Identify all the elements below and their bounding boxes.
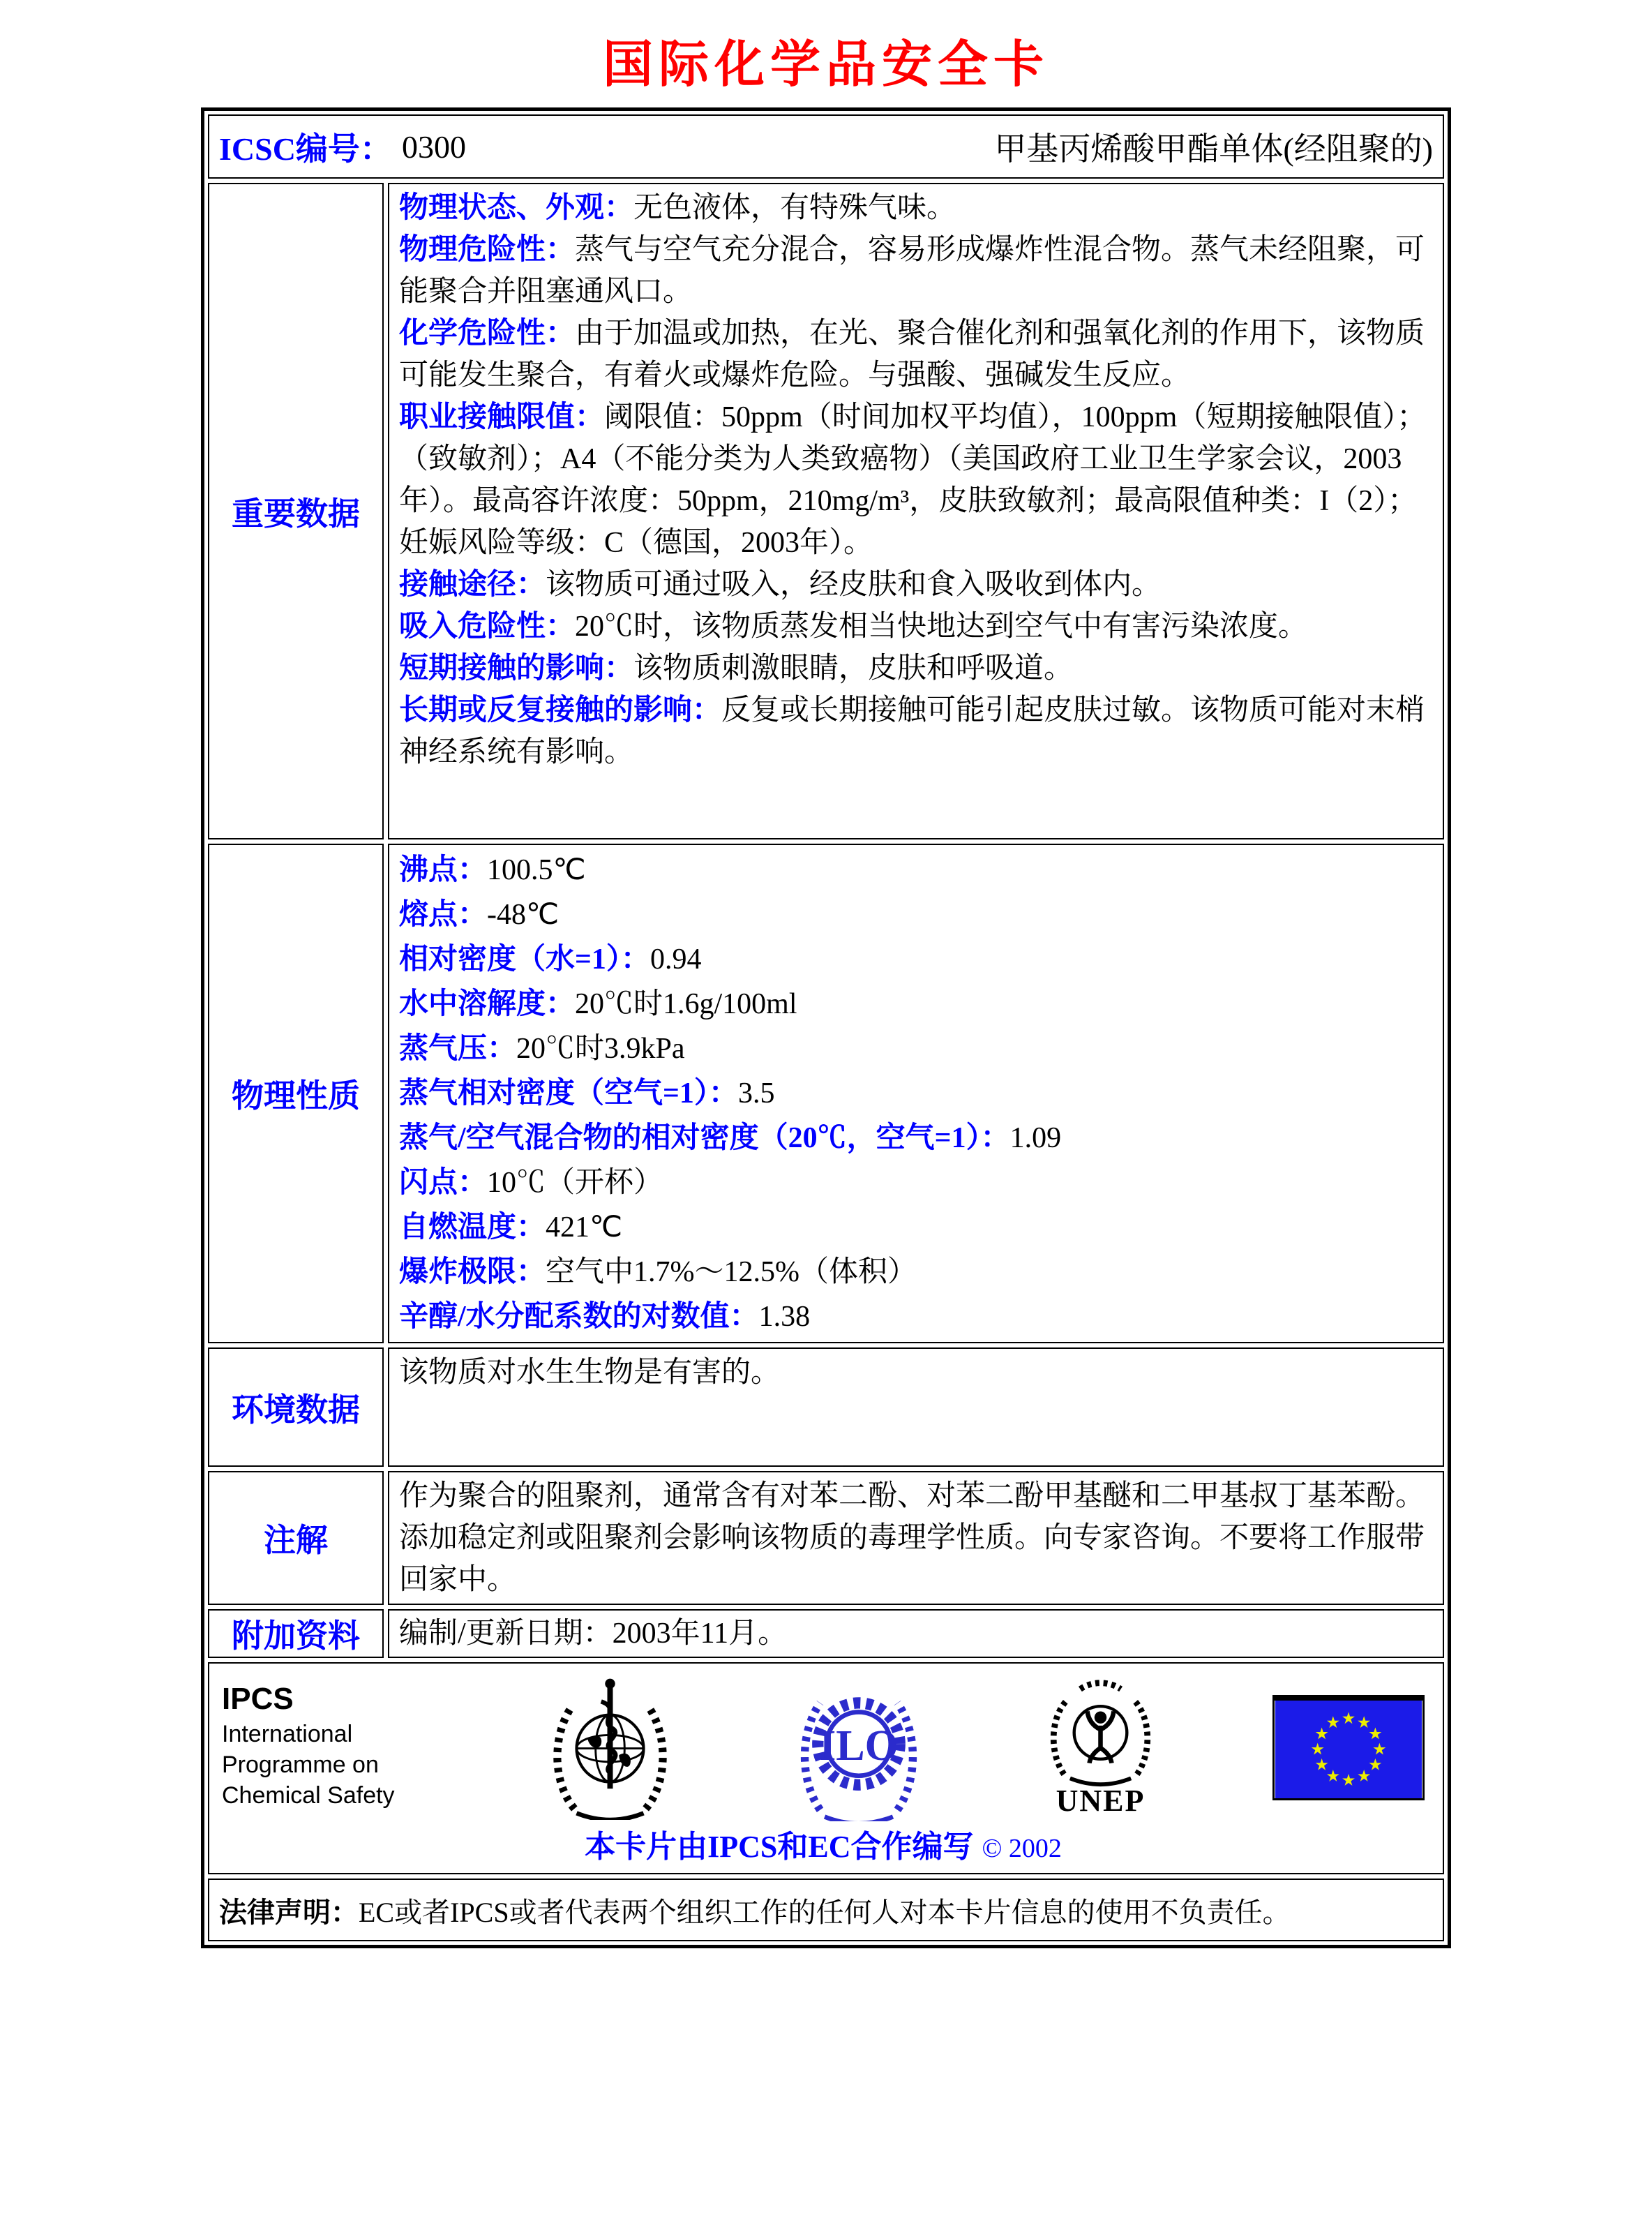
property-row: [399, 1205, 1433, 1250]
ilo-logo-icon: [789, 1673, 929, 1821]
eu-flag-icon: [1272, 1695, 1425, 1800]
data-paragraph: [399, 689, 1433, 773]
data-text: 由于加温或加热，在光、聚合催化剂和强氧化剂的作用下，该物质可能发生聚合，有着火或爆炸危险。与强酸、强碱发生反应。: [399, 318, 1425, 391]
property-term: 自燃温度：: [399, 1211, 546, 1244]
data-paragraph: [399, 396, 1433, 564]
property-term: 熔点：: [399, 899, 488, 931]
property-term: 闪点：: [399, 1167, 488, 1199]
data-term: 吸入危险性：: [399, 611, 576, 643]
section-notes: [208, 1471, 1444, 1605]
property-value: 1.09: [1009, 1122, 1062, 1154]
property-value: 1.38: [758, 1301, 811, 1333]
data-term: 短期接触的影响：: [399, 652, 634, 685]
section-label-notes: 注解: [208, 1471, 384, 1605]
ipcs-line: Programme on: [222, 1752, 379, 1778]
property-row: [399, 1250, 1433, 1294]
section-label-important-data: 重要数据: [208, 183, 384, 839]
section-environmental-data: [208, 1347, 1444, 1467]
property-term: 爆炸极限：: [399, 1256, 546, 1288]
property-row: [399, 1294, 1433, 1339]
credit-line: [222, 1821, 1425, 1866]
legal-text: EC或者IPCS或者代表两个组织工作的任何人对本卡片信息的使用不负责任。: [359, 1896, 1291, 1928]
ipcs-acronym: IPCS: [222, 1682, 294, 1716]
data-paragraph: [399, 648, 1433, 689]
data-text: 无色液体，有特殊气味。: [633, 192, 956, 224]
unep-caption: UNEP: [1056, 1783, 1146, 1818]
property-term: 蒸气压：: [399, 1033, 517, 1065]
icsc-number-label: ICSC编号：: [219, 131, 392, 167]
section-label-environmental-data: 环境数据: [208, 1347, 384, 1467]
additional-info-content: 编制/更新日期：2003年11月。: [388, 1609, 1444, 1658]
data-term: 物理危险性：: [399, 234, 576, 266]
legal-label: 法律声明：: [219, 1896, 359, 1928]
environmental-data-content: 该物质对水生生物是有害的。: [388, 1347, 1444, 1467]
chemical-name: 甲基丙烯酸甲酯单体(经阻聚的): [994, 131, 1433, 167]
data-paragraph: [399, 564, 1433, 606]
copyright-text: © 2002: [982, 1834, 1062, 1863]
data-text: 蒸气与空气充分混合，容易形成爆炸性混合物。蒸气未经阻聚，可能聚合并阻塞通风口。: [399, 234, 1425, 308]
property-term: 蒸气相对密度（空气=1）：: [399, 1077, 738, 1110]
property-row: [399, 848, 1433, 893]
data-paragraph: [399, 229, 1433, 313]
data-text: 反复或长期接触可能引起皮肤过敏。该物质可能对末梢神经系统有影响。: [399, 694, 1425, 768]
property-row: [399, 1071, 1433, 1116]
data-text: 该物质可通过吸入，经皮肤和食入吸收到体内。: [546, 569, 1162, 601]
property-term: 水中溶解度：: [399, 988, 576, 1020]
data-term: 化学危险性：: [399, 318, 576, 350]
property-term: 相对密度（水=1）：: [399, 943, 650, 976]
data-paragraph: [399, 313, 1433, 396]
property-value: 0.94: [649, 943, 702, 976]
data-paragraph: [399, 606, 1433, 648]
section-physical-properties: [208, 844, 1444, 1343]
data-term: 接触途径：: [399, 569, 546, 601]
data-term: 物理状态、外观：: [399, 192, 634, 224]
logo-line: [222, 1673, 1425, 1821]
property-row: [399, 1026, 1433, 1071]
notes-content: 作为聚合的阻聚剂，通常含有对苯二酚、对苯二酚甲基醚和二甲基叔丁基苯酚。添加稳定剂或阻聚剂会影响该物质的毒理学性质。向专家咨询。不要将工作服带回家中。: [388, 1471, 1444, 1605]
ipcs-line: International: [222, 1721, 353, 1747]
data-term: 长期或反复接触的影响：: [399, 694, 722, 726]
property-value: 100.5℃: [487, 854, 586, 886]
physical-properties-content: [388, 844, 1444, 1343]
credit-text: 本卡片由IPCS和EC合作编写: [585, 1830, 974, 1864]
icsc-card: [201, 107, 1451, 1948]
icsc-number-value: 0300: [401, 128, 466, 165]
property-value: -48℃: [487, 899, 560, 931]
property-value: 20℃时1.6g/100ml: [575, 988, 797, 1020]
data-text: 20℃时，该物质蒸发相当快地达到空气中有害污染浓度。: [575, 611, 1308, 643]
section-additional-info: [208, 1609, 1444, 1658]
header-cell: [208, 114, 1444, 179]
legal-row: [208, 1879, 1444, 1941]
property-term: 蒸气/空气混合物的相对密度（20℃，空气=1）：: [399, 1122, 1010, 1154]
page-title: 国际化学品安全卡: [602, 37, 1049, 93]
property-value: 421℃: [546, 1211, 623, 1244]
footer-cell: [208, 1662, 1444, 1874]
property-value: 3.5: [737, 1077, 775, 1110]
section-label-additional-info: 附加资料: [208, 1609, 384, 1658]
section-important-data: [208, 183, 1444, 839]
property-term: 沸点：: [399, 854, 488, 886]
property-term: 辛醇/水分配系数的对数值：: [399, 1301, 759, 1333]
ilo-letters: ILO: [819, 1722, 899, 1770]
footer-row: [208, 1662, 1444, 1874]
unep-logo-icon: [1039, 1677, 1162, 1818]
ipcs-line: Chemical Safety: [222, 1782, 395, 1809]
data-paragraph: [399, 187, 1433, 229]
important-data-content: [388, 183, 1444, 839]
property-row: [399, 1160, 1433, 1205]
property-row: [399, 982, 1433, 1026]
property-value: 10℃（开杯）: [487, 1167, 663, 1199]
who-logo-icon: [542, 1675, 678, 1820]
property-value: 空气中1.7%～12.5%（体积）: [546, 1256, 917, 1288]
property-row: [399, 893, 1433, 937]
data-text: 阈限值：50ppm（时间加权平均值），100ppm（短期接触限值）；（致敏剂）；A4（不能分类为人类致癌物）（美国政府工业卫生学家会议，2003年）。最高容许浓度：50ppm，210mg/m³，皮肤致敏剂；最高限值种类：I（2）；妊娠风险等级：C（德国，2003年）。: [399, 401, 1427, 559]
property-row: [399, 1116, 1433, 1160]
section-label-physical-properties: 物理性质: [208, 844, 384, 1343]
property-value: 20℃时3.9kPa: [516, 1033, 685, 1065]
property-row: [399, 937, 1433, 982]
legal-cell: [208, 1879, 1444, 1941]
ipcs-block: [222, 1684, 431, 1811]
header-row: [208, 114, 1444, 179]
data-term: 职业接触限值：: [399, 401, 605, 433]
data-text: 该物质刺激眼睛，皮肤和呼吸道。: [633, 652, 1074, 685]
